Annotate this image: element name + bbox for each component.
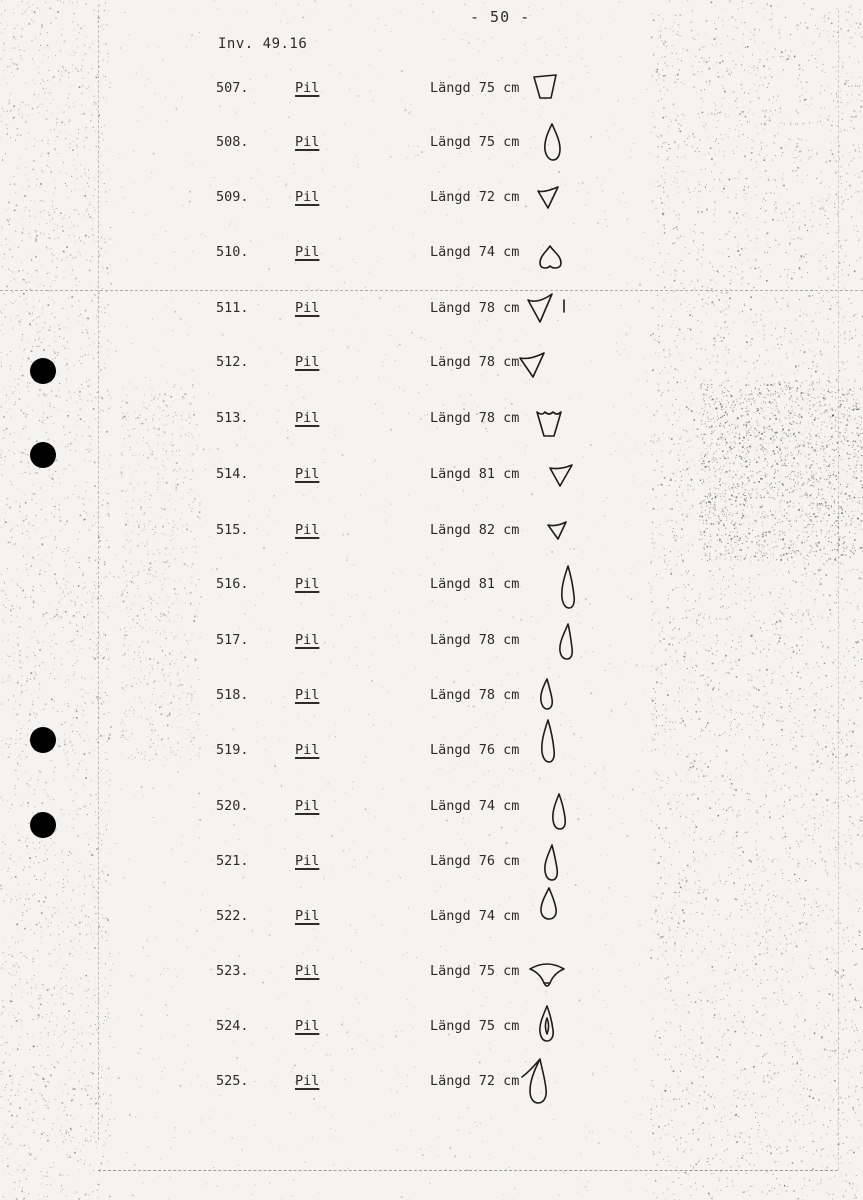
triangle-icon [526,292,570,326]
entry-length: Längd 72 cm [430,1073,520,1089]
entry-length: Längd 82 cm [430,522,520,538]
entry-type: Pil [295,742,320,758]
list-item [0,794,863,818]
list-item [0,296,863,320]
list-item [0,904,863,928]
list-item [0,849,863,873]
entry-number: 507. [216,80,249,96]
entry-number: 518. [216,687,249,703]
entry-type: Pil [295,244,320,260]
entry-length: Längd 81 cm [430,466,520,482]
entry-type: Pil [295,134,320,150]
entry-length: Längd 72 cm [430,189,520,205]
entry-length: Längd 78 cm [430,687,520,703]
entry-type: Pil [295,576,320,592]
long-drop-icon [537,718,559,764]
entry-type: Pil [295,1018,320,1034]
large-drop-icon [520,1057,550,1105]
entry-number: 523. [216,963,249,979]
drop-icon [541,122,563,162]
entry-type: Pil [295,300,320,316]
entry-number: 512. [216,354,249,370]
entry-number: 516. [216,576,249,592]
entry-number: 521. [216,853,249,869]
long-drop-icon [558,564,578,610]
entry-length: Längd 75 cm [430,80,520,96]
list-item [0,738,863,762]
entry-type: Pil [295,1073,320,1089]
entry-type: Pil [295,963,320,979]
list-item [0,350,863,374]
entry-number: 511. [216,300,249,316]
entry-type: Pil [295,632,320,648]
list-item [0,462,863,486]
trapezoid-icon [532,72,558,102]
entry-length: Längd 74 cm [430,908,520,924]
drop-icon [537,886,561,922]
list-item [0,959,863,983]
entry-length: Längd 75 cm [430,134,520,150]
entry-number: 520. [216,798,249,814]
entry-number: 510. [216,244,249,260]
entry-type: Pil [295,853,320,869]
list-item [0,628,863,652]
drop-icon [537,677,557,711]
entry-number: 509. [216,189,249,205]
entry-number: 524. [216,1018,249,1034]
triangle-icon [536,185,560,211]
drop-icon [548,792,570,832]
list-item [0,572,863,596]
list-item [0,185,863,209]
entry-number: 513. [216,410,249,426]
triangle-icon [518,350,546,380]
list-item [0,683,863,707]
ridged-drop-icon [536,1004,558,1044]
fan-icon [528,959,566,995]
page-number: - 50 - [470,8,531,26]
inventory-number: Inv. 49.16 [218,36,308,52]
entry-length: Längd 78 cm [430,354,520,370]
entry-length: Längd 76 cm [430,742,520,758]
drop-icon [540,843,562,883]
long-drop-icon [555,622,577,662]
list-item [0,518,863,542]
entry-type: Pil [295,80,320,96]
entry-number: 519. [216,742,249,758]
entry-length: Längd 74 cm [430,798,520,814]
list-item [0,1014,863,1038]
entry-length: Längd 75 cm [430,963,520,979]
triangle-icon [548,462,574,490]
entry-type: Pil [295,189,320,205]
entry-length: Längd 74 cm [430,244,520,260]
entry-length: Längd 78 cm [430,632,520,648]
entry-type: Pil [295,522,320,538]
entry-length: Längd 78 cm [430,410,520,426]
entry-length: Längd 76 cm [430,853,520,869]
swallowtail-icon [535,406,563,440]
entry-number: 517. [216,632,249,648]
entry-type: Pil [295,354,320,370]
entry-length: Längd 78 cm [430,300,520,316]
list-item [0,1069,863,1093]
entry-type: Pil [295,798,320,814]
entry-number: 515. [216,522,249,538]
entry-type: Pil [295,687,320,703]
list-item [0,406,863,430]
entry-length: Längd 75 cm [430,1018,520,1034]
entry-length: Längd 81 cm [430,576,520,592]
triangle-icon [546,520,568,542]
entry-number: 522. [216,908,249,924]
list-item [0,130,863,154]
list-item [0,76,863,100]
entry-type: Pil [295,410,320,426]
entry-number: 508. [216,134,249,150]
entry-type: Pil [295,908,320,924]
entry-number: 525. [216,1073,249,1089]
list-item [0,240,863,264]
entry-number: 514. [216,466,249,482]
entry-type: Pil [295,466,320,482]
heart-icon [537,242,563,272]
